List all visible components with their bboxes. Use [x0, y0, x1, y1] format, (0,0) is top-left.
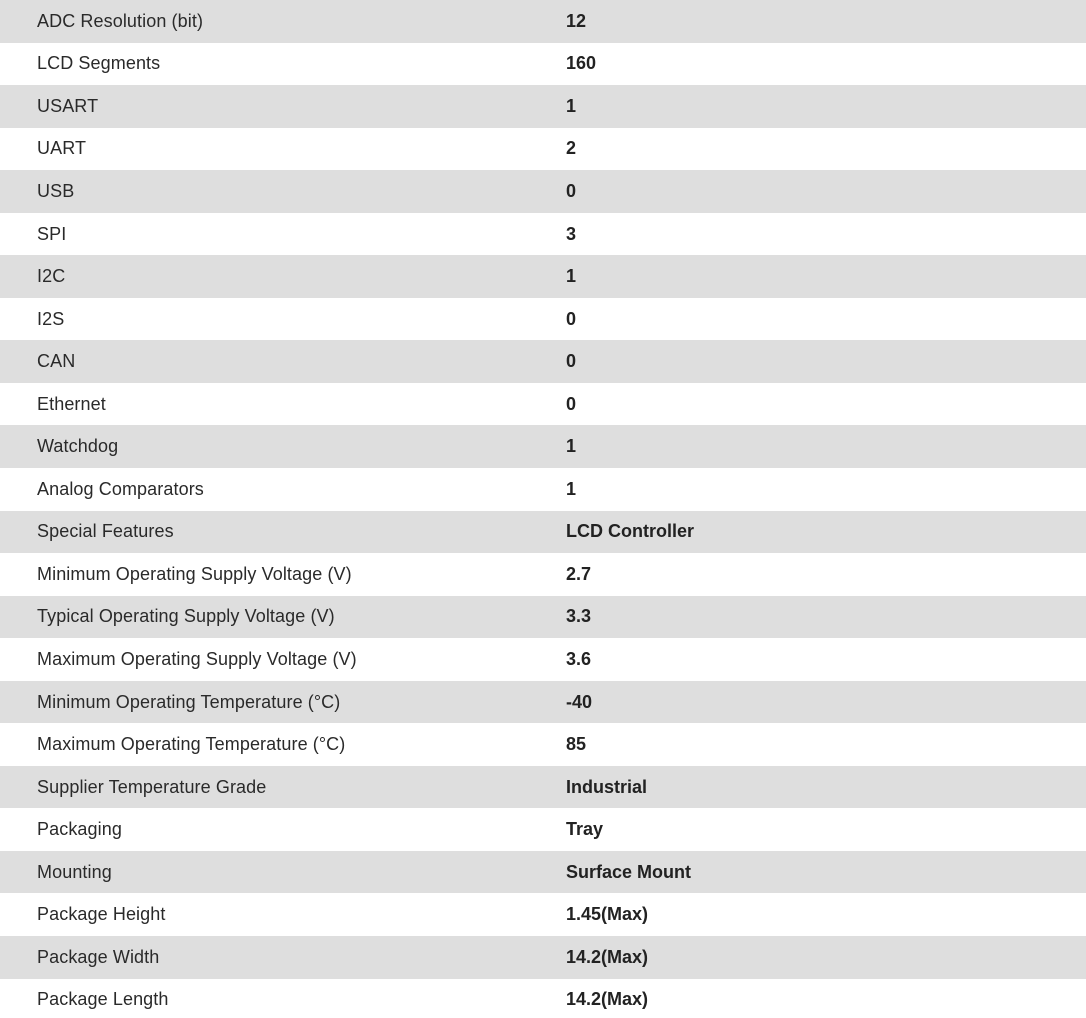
- spec-value: 160: [566, 53, 597, 74]
- table-row: [0, 425, 1086, 468]
- table-row: [0, 766, 1086, 809]
- table-row: [0, 383, 1086, 426]
- spec-value: 85: [566, 734, 587, 755]
- spec-value: 0: [566, 351, 577, 372]
- table-row: [0, 85, 1086, 128]
- spec-value: Industrial: [566, 776, 648, 797]
- spec-label: Mounting: [37, 861, 112, 882]
- table-row: [0, 596, 1086, 639]
- table-row: [0, 340, 1086, 383]
- table-row: [0, 553, 1086, 596]
- spec-label: Typical Operating Supply Voltage (V): [37, 606, 335, 627]
- spec-label: ADC Resolution (bit): [37, 10, 204, 31]
- spec-label: USB: [37, 180, 75, 201]
- spec-value: 12: [566, 10, 587, 31]
- spec-label: Maximum Operating Temperature (°C): [37, 734, 346, 755]
- spec-value: 0: [566, 308, 577, 329]
- spec-value: 1.45(Max): [566, 904, 649, 925]
- spec-value: 1: [566, 436, 577, 457]
- spec-label: SPI: [37, 223, 67, 244]
- table-row: [0, 213, 1086, 256]
- table-row: [0, 468, 1086, 511]
- spec-value: 14.2(Max): [566, 946, 649, 967]
- spec-label: Minimum Operating Temperature (°C): [37, 691, 341, 712]
- spec-label: LCD Segments: [37, 53, 161, 74]
- table-row: [0, 936, 1086, 979]
- spec-value: 1: [566, 95, 577, 116]
- table-row: [0, 298, 1086, 341]
- spec-value: 1: [566, 266, 577, 287]
- spec-label: USART: [37, 95, 99, 116]
- table-row: [0, 255, 1086, 298]
- spec-value: -40: [566, 691, 593, 712]
- spec-value: 14.2(Max): [566, 989, 649, 1010]
- table-row: [0, 808, 1086, 851]
- spec-value: 3: [566, 223, 577, 244]
- spec-label: UART: [37, 138, 87, 159]
- table-row: [0, 851, 1086, 894]
- spec-value: Surface Mount: [566, 861, 692, 882]
- spec-label: Ethernet: [37, 393, 106, 414]
- spec-value: 0: [566, 180, 577, 201]
- spec-label: CAN: [37, 351, 76, 372]
- spec-label: Watchdog: [37, 436, 119, 457]
- spec-label: Supplier Temperature Grade: [37, 776, 267, 797]
- table-row: [0, 979, 1086, 1018]
- table-row: [0, 0, 1086, 43]
- spec-value: 2.7: [566, 563, 592, 584]
- table-row: [0, 723, 1086, 766]
- spec-value: 3.3: [566, 606, 592, 627]
- spec-label: Minimum Operating Supply Voltage (V): [37, 563, 352, 584]
- spec-label: Package Height: [37, 904, 166, 925]
- table-row: [0, 681, 1086, 724]
- table-row: [0, 638, 1086, 681]
- spec-label: Packaging: [37, 819, 122, 840]
- spec-value: 3.6: [566, 648, 592, 669]
- spec-label: Special Features: [37, 521, 174, 542]
- spec-value: Tray: [566, 819, 604, 840]
- spec-value: 2: [566, 138, 577, 159]
- spec-value: 1: [566, 478, 577, 499]
- spec-label: I2S: [37, 308, 65, 329]
- table-row: [0, 43, 1086, 86]
- spec-label: Analog Comparators: [37, 478, 204, 499]
- table-row: [0, 893, 1086, 936]
- spec-label: Maximum Operating Supply Voltage (V): [37, 648, 357, 669]
- spec-value: 0: [566, 393, 577, 414]
- table-row: [0, 128, 1086, 171]
- spec-value: LCD Controller: [566, 521, 694, 542]
- spec-label: Package Width: [37, 946, 160, 967]
- table-row: [0, 170, 1086, 213]
- spec-label: I2C: [37, 266, 66, 287]
- table-row: [0, 511, 1086, 554]
- spec-label: Package Length: [37, 989, 169, 1010]
